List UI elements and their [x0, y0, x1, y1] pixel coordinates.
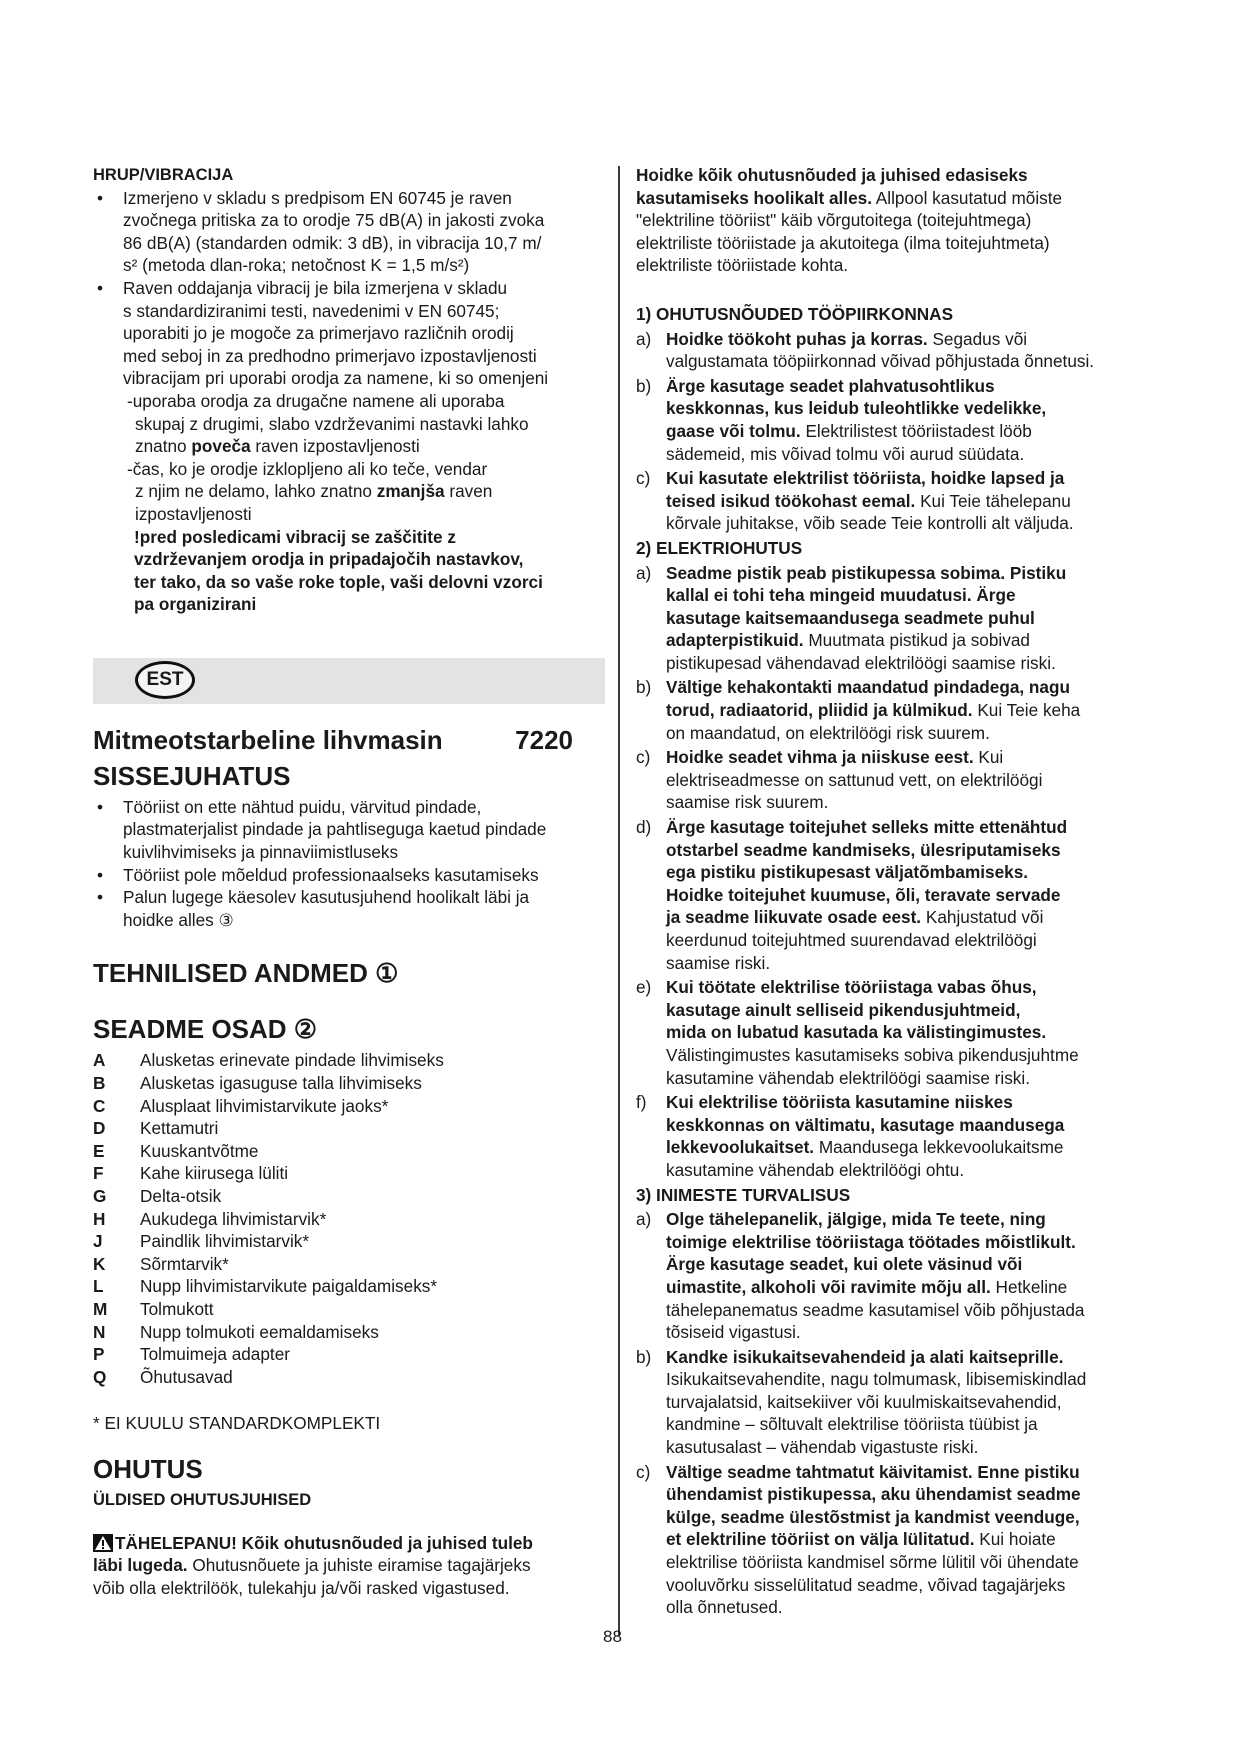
- part-key: K: [93, 1253, 106, 1274]
- safety-title: OHUTUS: [93, 1453, 203, 1484]
- parts-row: [93, 1072, 444, 1095]
- part-key: D: [93, 1118, 106, 1139]
- item-label: c): [636, 468, 651, 489]
- part-description: Sõrmtarvik*: [140, 1253, 229, 1274]
- safety-item: b) Kandke isikukaitsevahendeid ja alati kaitseprille. Isikukaitsevahendite, nagu tolmumask, libisemiskindlad turvajalatsid, kaitsekiiver või kuulmiskaitsevahendid, kandmine – sõltuvalt elektrilise tööriista tüübist ja kasutusalast – vähendab vigastuste riski.: [636, 1346, 1087, 1458]
- intro-list: [93, 796, 605, 932]
- part-key: G: [93, 1186, 107, 1206]
- item-label: a): [636, 562, 652, 583]
- part-description: Alusketas igasuguse talla lihvimiseks: [140, 1073, 422, 1094]
- safety-item: a) Hoidke töökoht puhas ja korras. Segadus või valgustamata tööpiirkonnad võivad põhjustada õnnetusi.: [636, 328, 1095, 372]
- hrup-bullet-2: • Raven oddajanja vibracij je bila izmerjena v skladu s standardiziranimi testi, navedenimi v EN 60745; uporabiti jo je mogoče za primerjavo različnih orodij med seboj in za predhodno primerjavo izpostavljenosti vibracijam pri uporabi orodja za namene, ki so omenjeni: [93, 277, 605, 390]
- part-key: E: [93, 1140, 105, 1161]
- parts-row: [93, 1343, 444, 1366]
- safety-item: e) Kui töötate elektrilise tööriistaga vabas õhus, kasutage ainult selliseid pikendusjuhtmeid, mida on lubatud kasutada ka välistingimustes. Välistingimustes kasutamiseks sobiva pikendusjuhtme kasutamine vähendab elektrilöögi saamise riski.: [636, 977, 1079, 1088]
- item-label: d): [636, 817, 652, 838]
- intro-title: SISSEJUHATUS: [93, 760, 291, 791]
- section-title: 3) INIMESTE TURVALISUS: [636, 1184, 851, 1205]
- parts-row: [93, 1162, 444, 1185]
- item-label: f): [636, 1092, 647, 1113]
- part-key: H: [93, 1208, 106, 1229]
- hrup-dash-1: -uporaba orodja za drugačne namene ali uporaba skupaj z drugimi, slabo vzdrževanimi nastavki lahko znatno poveča raven izpostavljenosti: [127, 390, 529, 457]
- part-key: P: [93, 1344, 105, 1365]
- safety-item: c) Vältige seadme tahtmatut käivitamist. Enne pistiku ühendamist pistikupessa, aku ühendamist seadme külge, seadme ülestõstmist ja kandmist veenduge, et elektriline tööriist on välja lülitatud. Kui hoiate elektrilise tööriista kandmisel sõrme lülitil või ühendate vooluvõrku sisselülitatud seadme, võivad tagajärjeks olla õnnetused.: [636, 1461, 1081, 1618]
- parts-row: [93, 1095, 444, 1118]
- safety-item: f) Kui elektrilise tööriista kasutamine niiskes keskkonnas on vältimatu, kasutage maandusega lekkevoolukaitset. Maandusega lekkevoolukaitsme kasutamine vähendab elektrilöögi ohtu.: [636, 1092, 1065, 1180]
- safety-sections: [636, 303, 1148, 1619]
- warning-block: TÄHELEPANU! Kõik ohutusnõuded ja juhised tuleb läbi lugeda. Ohutusnõuete ja juhiste eiramise tagajärjeks võib olla elektrilöök, tulekahju ja/või rasked vigastused.: [93, 1532, 533, 1598]
- column-divider: [618, 166, 620, 1636]
- parts-row: [93, 1230, 444, 1253]
- parts-title: SEADME OSAD ②: [93, 1014, 318, 1045]
- part-key: B: [93, 1073, 106, 1094]
- parts-row: [93, 1208, 444, 1231]
- item-label: b): [636, 677, 652, 698]
- part-description: Nupp tolmukoti eemaldamiseks: [140, 1321, 379, 1342]
- parts-row: [93, 1321, 444, 1344]
- parts-row: [93, 1117, 444, 1140]
- safety-item: c) Kui kasutate elektrilist tööriista, hoidke lapsed ja teised isikud töökohast eemal. Kui Teie tähelepanu kõrvale juhitakse, võib seade Teie kontrolli alt väljuda.: [636, 468, 1074, 534]
- tech-data-title: TEHNILISED ANDMED ①: [93, 958, 399, 989]
- safety-item: b) Vältige kehakontakti maandatud pindadega, nagu torud, radiaatorid, pliidid ja külmikud. Kui Teie keha on maandatud, on elektrilöögi risk suurem.: [636, 677, 1081, 743]
- part-key: C: [93, 1095, 106, 1116]
- part-key: L: [93, 1276, 104, 1297]
- part-description: Aukudega lihvimistarvik*: [140, 1208, 327, 1229]
- language-bar: [93, 658, 605, 704]
- section-title: 2) ELEKTRIOHUTUS: [636, 537, 803, 558]
- part-description: Delta-otsik: [140, 1186, 222, 1206]
- item-label: b): [636, 375, 652, 396]
- parts-row: [93, 1185, 444, 1208]
- product-model: 7220: [515, 724, 573, 755]
- safety-item: b) Ärge kasutage seadet plahvatusohtlikus keskkonnas, kus leidub tuleohtlikke vedelikke, gaase või tolmu. Elektrilistest tööriistadest lööb sädemeid, mis võivad tolmu või aurud süüdata.: [636, 375, 1047, 464]
- parts-row: [93, 1275, 444, 1298]
- right-column: [636, 164, 1148, 1619]
- intro-bullet: • Tööriist on ette nähtud puidu, värvitud pindade, plastmaterjalist pindade ja pahtliseguga kaetud pindade kuivlihvimiseks ja pinnaviimistluseks: [93, 796, 605, 864]
- intro-bullet: • Palun lugege käesolev kasutusjuhend hoolikalt läbi ja hoidke alles ③: [93, 886, 605, 931]
- product-name: Mitmeotstarbeline lihvmasin: [93, 724, 443, 755]
- hrup-bullet-1: • Izmerjeno v skladu s predpisom EN 60745 je raven zvočnega pritiska za to orodje 75 dB(A) in jakosti zvoka 86 dB(A) (standarden odmik: 3 dB), in vibracija 10,7 m/ s² (metoda dlan-roka; netočnost K = 1,5 m/s²): [93, 187, 605, 277]
- part-description: Alusplaat lihvimistarvikute jaoks*: [140, 1095, 389, 1116]
- product-title-row: [93, 724, 573, 756]
- parts-row: [93, 1253, 444, 1276]
- intro-bullet: • Tööriist pole mõeldud professionaalseks kasutamiseks: [93, 864, 605, 887]
- item-label: a): [636, 1209, 652, 1230]
- section-title: 1) OHUTUSNÕUDED TÖÖPIIRKONNAS: [636, 303, 954, 324]
- hrup-protect-note: !pred posledicami vibracij se zaščitite z vzdrževanjem orodja in pripadajočih nastavkov, ter tako, da so vaše roke tople, vaši delovni vzorci pa organizirani: [134, 526, 543, 615]
- general-safety-title: ÜLDISED OHUTUSJUHISED: [93, 1490, 312, 1509]
- safety-item: a) Seadme pistik peab pistikupessa sobima. Pistiku kallal ei tohi teha mingeid muudatusi. Ärge kasutage kaitsemaandusega seadmete puhul adapterpistikuid. Muutmata pistikud ja sobivad pistikupesad vähendavad elektrilöögi saamise riski.: [636, 562, 1067, 673]
- parts-row: [93, 1140, 444, 1163]
- left-column: [93, 164, 605, 1599]
- parts-row: [93, 1366, 444, 1389]
- safety-item: c) Hoidke seadet vihma ja niiskuse eest. Kui elektriseadmesse on sattunud vett, on elektrilöögi saamise risk suurem.: [636, 747, 1043, 813]
- section-list: [636, 328, 1148, 535]
- part-key: A: [93, 1050, 106, 1071]
- item-label: e): [636, 977, 652, 998]
- item-label: c): [636, 1461, 651, 1482]
- safety-item: a) Olge tähelepanelik, jälgige, mida Te teete, ning toimige elektrilise tööriistaga töötades mõistlikult. Ärge kasutage seadet, kui olete väsinud või uimastite, alkoholi või ravimite mõju all. Hetkeline tähelepanematus seadme kasutamisel võib põhjustada tõsiseid vigastusi.: [636, 1209, 1085, 1343]
- est-language-badge: EST: [135, 661, 195, 699]
- part-description: Tolmuimeja adapter: [140, 1344, 290, 1365]
- section-list: [636, 562, 1148, 1182]
- hrup-dash-2: -čas, ko je orodje izklopljeno ali ko teče, vendar z njim ne delamo, lahko znatno zmanjša raven izpostavljenosti: [127, 458, 493, 524]
- parts-table: [93, 1049, 444, 1388]
- part-key: Q: [93, 1366, 107, 1387]
- part-description: Kettamutri: [140, 1118, 219, 1139]
- page-number: 88: [603, 1627, 622, 1646]
- part-description: Paindlik lihvimistarvik*: [140, 1231, 310, 1252]
- part-description: Kahe kiirusega lüliti: [140, 1163, 289, 1184]
- section-list: [636, 1208, 1148, 1619]
- parts-row: [93, 1298, 444, 1321]
- warning-icon: [93, 1534, 113, 1552]
- part-key: J: [93, 1231, 103, 1252]
- part-key: N: [93, 1321, 106, 1342]
- item-label: c): [636, 747, 651, 768]
- keep-instructions: Hoidke kõik ohutusnõuded ja juhised edasiseks kasutamiseks hoolikalt alles. Allpool kasutatud mõiste "elektriline tööriist" käib võrgutoitega (toitejuhtmega) elektriliste tööriistade ja akutoitega (ilma toitejuhtmeta) elektriliste tööriistade kohta.: [636, 165, 1063, 276]
- part-description: Tolmukott: [140, 1298, 214, 1319]
- item-label: a): [636, 328, 652, 349]
- part-description: Õhutusavad: [140, 1366, 233, 1387]
- safety-item: d) Ärge kasutage toitejuhet selleks mitte ettenähtud otstarbel seadme kandmiseks, ülesriputamiseks ega pistiku pistikupesast väljatõmbamiseks. Hoidke toitejuhet kuumuse, õli, teravate servade ja seadme liikuvate osade eest. Kahjustatud või keerdunud toitejuhtmed suurendavad elektrilöögi saamise riski.: [636, 817, 1068, 973]
- hrup-heading: HRUP/VIBRACIJA: [93, 166, 234, 184]
- footnote: * EI KUULU STANDARDKOMPLEKTI: [93, 1413, 381, 1434]
- part-key: F: [93, 1163, 104, 1184]
- item-label: b): [636, 1346, 652, 1367]
- hrup-list: [93, 187, 605, 390]
- part-description: Kuuskantvõtme: [140, 1140, 259, 1161]
- part-description: Nupp lihvimistarvikute paigaldamiseks*: [140, 1276, 438, 1297]
- part-key: M: [93, 1298, 108, 1319]
- part-description: Alusketas erinevate pindade lihvimiseks: [140, 1050, 444, 1071]
- parts-row: [93, 1049, 444, 1072]
